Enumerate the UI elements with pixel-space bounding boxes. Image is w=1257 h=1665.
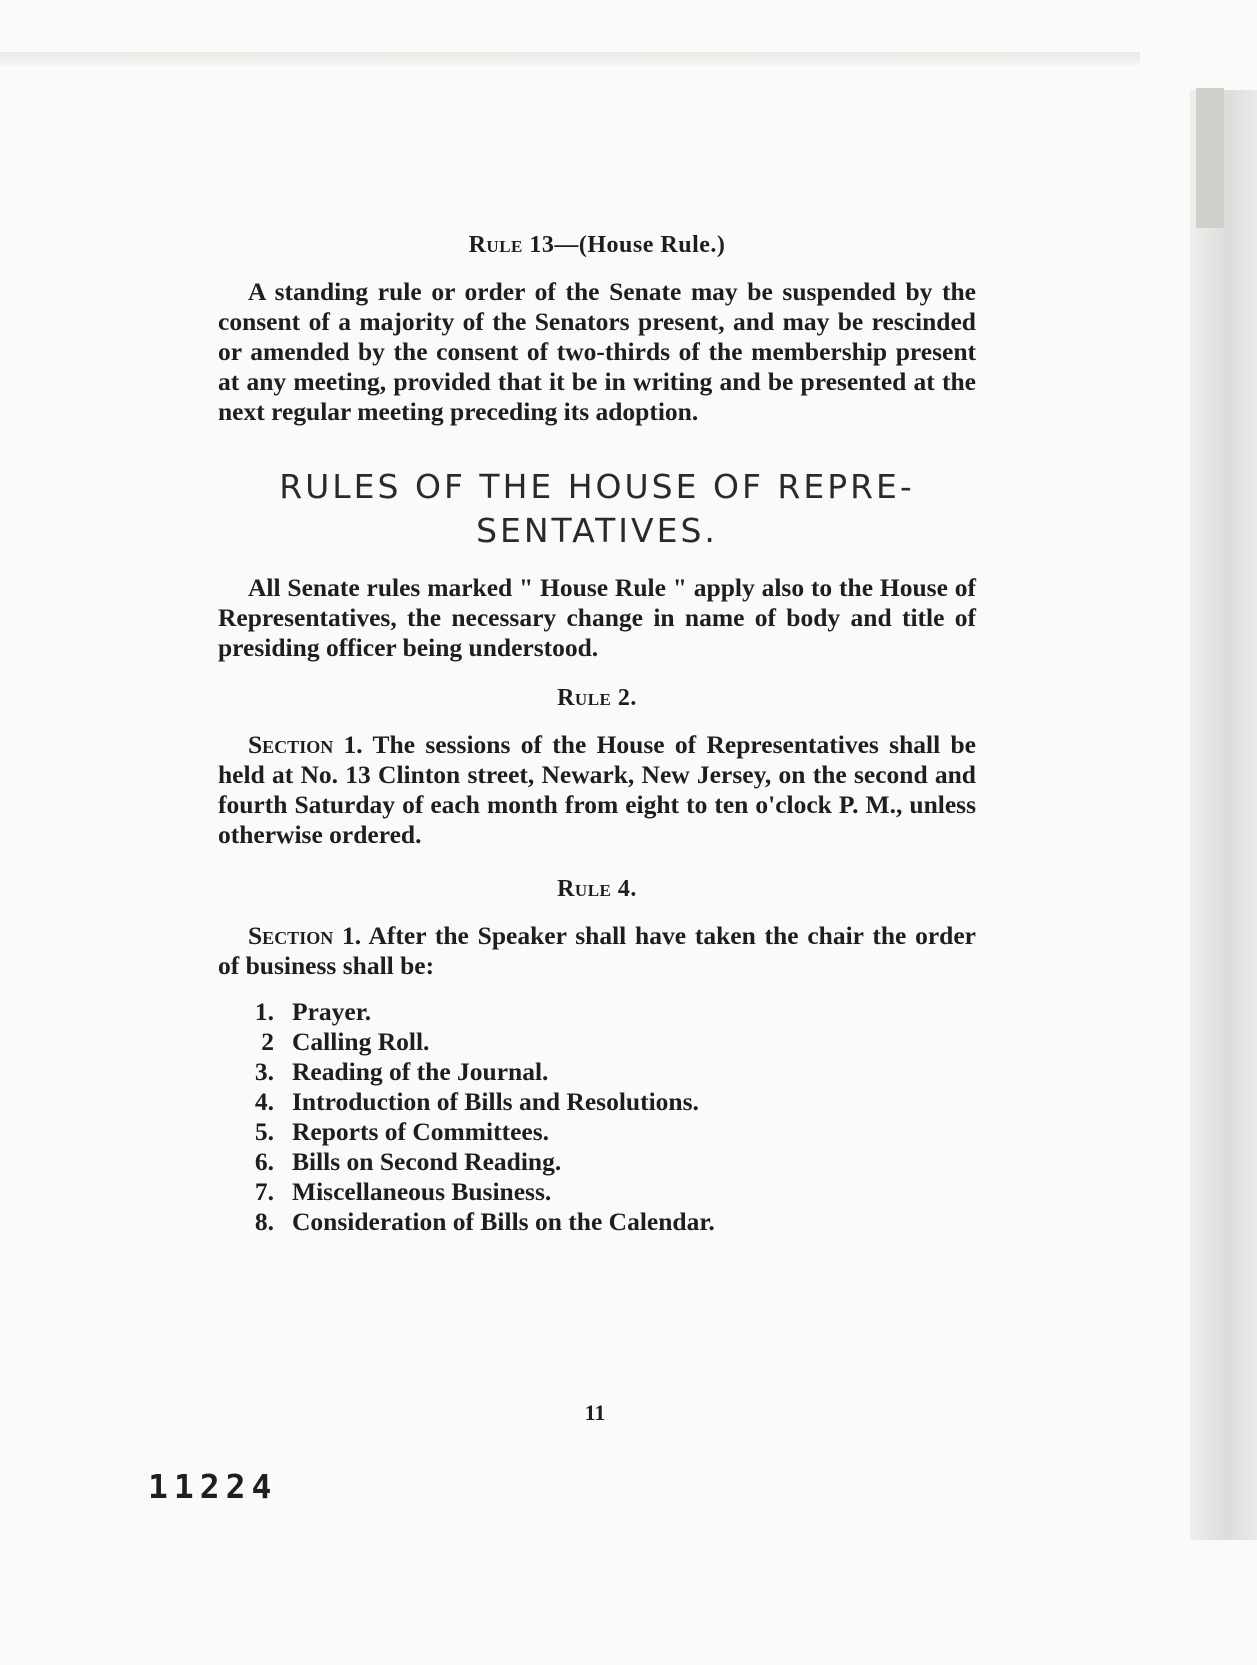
page-title-line-2: SENTATIVES.	[476, 511, 718, 550]
catalog-number: 11224	[148, 1467, 278, 1506]
list-item	[218, 1207, 976, 1237]
list-item-text: Prayer.	[292, 997, 372, 1026]
list-item-text: Introduction of Bills and Resolutions.	[292, 1087, 699, 1116]
rule-2-section-text: 1. The sessions of the House of Representatives shall be held at No. 13 Clinton street, Newark, New Jersey, on the second and fourth Saturday of each month from eight to ten o'clock P. M., unless otherwise ordered.	[218, 730, 976, 849]
list-item-text: Reports of Committees.	[292, 1117, 550, 1146]
page-title-line-1: RULES OF THE HOUSE OF REPRE-	[279, 467, 915, 506]
list-item-text: Miscellaneous Business.	[292, 1177, 552, 1206]
list-item-number: 2	[261, 1027, 274, 1056]
list-item	[218, 1117, 976, 1147]
list-item-text: Reading of the Journal.	[292, 1057, 549, 1086]
page-number: 11	[584, 1400, 606, 1425]
list-item	[218, 1057, 976, 1087]
rule-13-body: A standing rule or order of the Senate may be suspended by the consent of a majority of the Senators present, and may be rescinded or amended by the consent of two-thirds of the membership present at any meeting, provided that it be in writing and be presented at the next regular meeting preceding its adoption.	[218, 277, 976, 426]
list-item-number: 4.	[254, 1087, 274, 1116]
list-item-number: 7.	[254, 1177, 274, 1206]
document-body	[218, 232, 976, 1237]
paper-right-shadow	[1190, 90, 1257, 1540]
list-item-text: Consideration of Bills on the Calendar.	[292, 1207, 715, 1236]
list-item	[218, 1177, 976, 1207]
order-of-business-list	[218, 997, 976, 1237]
list-item	[218, 1147, 976, 1177]
rule-2-section-label: Section	[248, 730, 334, 759]
list-item	[218, 997, 976, 1027]
rule-4-heading: Rule 4.	[557, 876, 637, 902]
paper-corner-shadow	[1196, 88, 1224, 228]
list-item-number: 5.	[254, 1117, 274, 1146]
list-item-text: Calling Roll.	[292, 1027, 430, 1056]
page-title	[218, 465, 976, 553]
list-item-number: 6.	[254, 1147, 274, 1176]
rule-4-section-label: Section	[248, 921, 334, 950]
intro-paragraph: All Senate rules marked " House Rule " apply also to the House of Representatives, the necessary change in name of body and title of presiding officer being understood.	[218, 573, 976, 662]
rule-2-section	[218, 730, 976, 850]
rule-4-section	[218, 921, 976, 981]
paper-top-edge	[0, 52, 1140, 66]
list-item-number: 8.	[254, 1207, 274, 1236]
rule-13-heading	[218, 232, 976, 259]
rule-4-section-text: 1. After the Speaker shall have taken the chair the order of business shall be:	[218, 921, 976, 980]
list-item-number: 1.	[254, 997, 274, 1026]
rule-13-heading-label: Rule	[468, 232, 523, 258]
rule-2-heading: Rule 2.	[557, 685, 637, 711]
list-item-number: 3.	[254, 1057, 274, 1086]
list-item-text: Bills on Second Reading.	[292, 1147, 562, 1176]
list-item	[218, 1087, 976, 1117]
list-item	[218, 1027, 976, 1057]
rule-13-heading-rest: 13—(House Rule.)	[529, 232, 726, 258]
